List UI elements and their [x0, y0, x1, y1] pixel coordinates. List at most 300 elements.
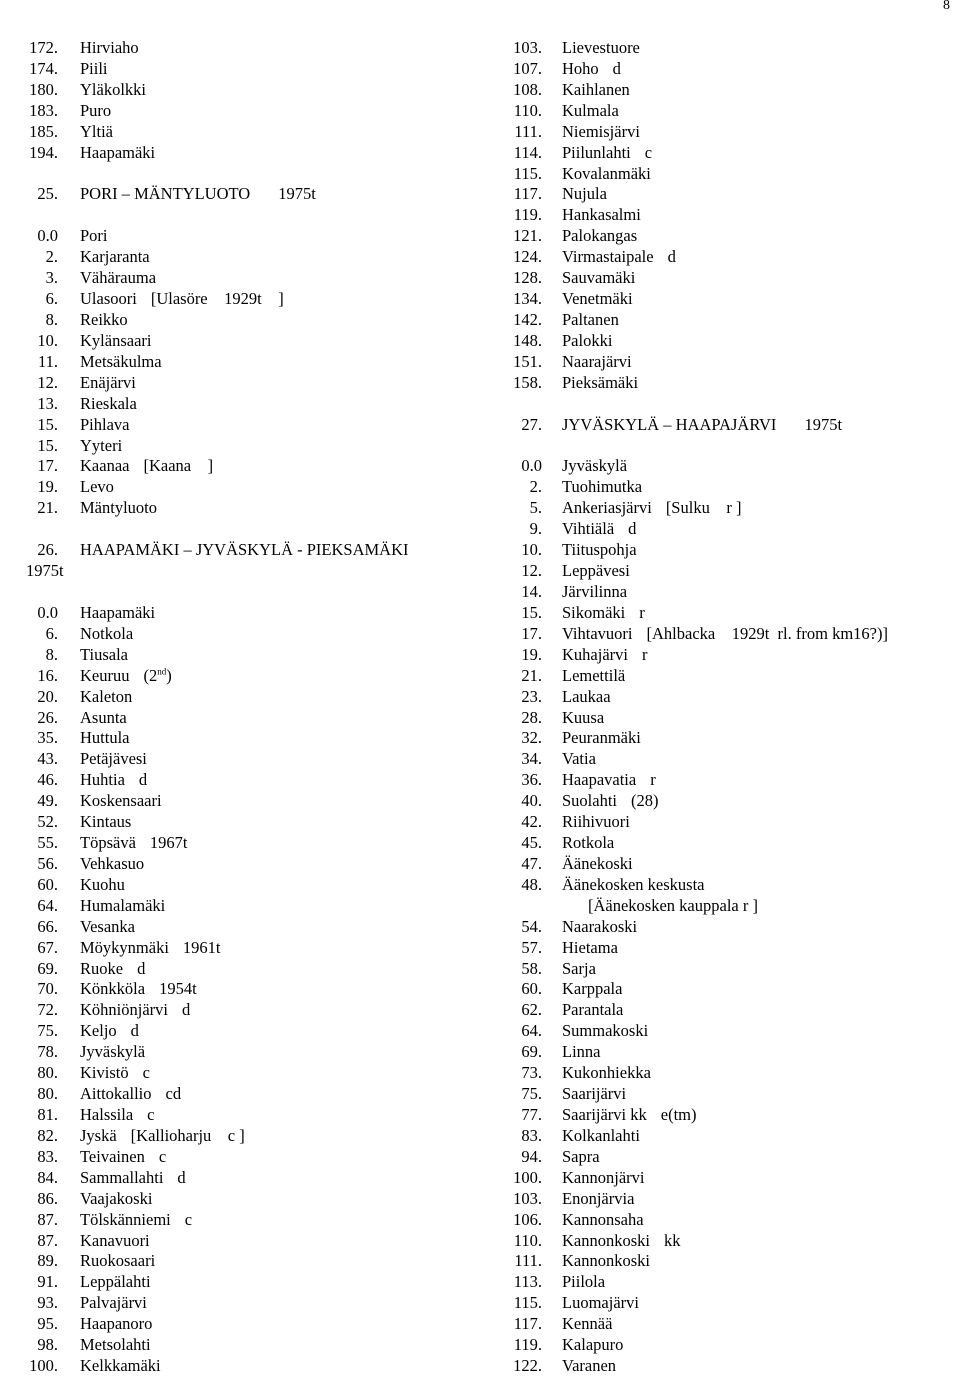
- annotation: 1975t: [278, 184, 316, 204]
- annotation: d: [137, 958, 146, 978]
- km-value: 23.: [521, 686, 542, 706]
- km-value: 124.: [513, 247, 542, 267]
- station-row: [484, 749, 960, 770]
- station-row: [0, 1335, 470, 1356]
- name-text: Asunta: [80, 707, 127, 727]
- annotation: [Ulasöre 1929t ]: [150, 289, 284, 309]
- station-row: [484, 854, 960, 875]
- station-name: [562, 1272, 605, 1293]
- km-value: 34.: [521, 749, 542, 769]
- km-value: 87.: [37, 1209, 58, 1229]
- km-value: 12.: [521, 561, 542, 581]
- name-text: Enonjärvia: [562, 1188, 635, 1208]
- name-text: Enäjärvi: [80, 372, 136, 392]
- left-column: [0, 38, 470, 1377]
- name-text: Hoho: [562, 58, 599, 78]
- station-row: [0, 687, 470, 708]
- name-text: Parantala: [562, 1000, 624, 1020]
- station-row: [0, 1084, 470, 1105]
- station-name: [562, 1210, 644, 1231]
- km-value: 11.: [37, 351, 58, 371]
- km-value: 60.: [37, 874, 58, 894]
- name-text: Aittokallio: [80, 1084, 152, 1104]
- annotation: d: [177, 1167, 186, 1187]
- km-value: 194.: [29, 142, 58, 162]
- km-value: 56.: [37, 853, 58, 873]
- station-name: [80, 791, 162, 812]
- station-row: [484, 456, 960, 477]
- station-name: [80, 896, 165, 917]
- name-text: Äänekosken keskusta: [562, 874, 705, 894]
- name-text: Vaajakoski: [80, 1188, 153, 1208]
- station-name: [562, 1000, 623, 1021]
- km-value: 0.0: [37, 226, 58, 246]
- station-name: [80, 687, 132, 708]
- annotation: c: [142, 1063, 150, 1083]
- annotation: d: [612, 58, 621, 78]
- name-text: Palvajärvi: [80, 1293, 147, 1313]
- name-text: Pieksämäki: [562, 372, 639, 392]
- station-row: [0, 854, 470, 875]
- station-row: [484, 1042, 960, 1063]
- name-text: Kennää: [562, 1314, 613, 1334]
- station-row: [484, 1231, 960, 1252]
- name-text: Köhniönjärvi: [80, 1000, 168, 1020]
- km-value: 13.: [37, 393, 58, 413]
- station-row: [484, 1168, 960, 1189]
- route-number: 27.: [521, 414, 542, 434]
- station-name: [80, 959, 145, 980]
- name-text: Vihtiälä: [562, 519, 615, 539]
- name-text: Humalamäki: [80, 895, 166, 915]
- annotation: d: [182, 1000, 191, 1020]
- station-name: [562, 708, 604, 729]
- name-text: Virmastaipale: [562, 247, 654, 267]
- station-name: [562, 749, 596, 770]
- km-value: 114.: [513, 142, 542, 162]
- station-name: [562, 561, 630, 582]
- station-row: [484, 687, 960, 708]
- station-name: [80, 1147, 166, 1168]
- station-row: [0, 456, 470, 477]
- station-row: [484, 1189, 960, 1210]
- name-text: Piilola: [562, 1272, 606, 1292]
- station-name: [562, 812, 630, 833]
- station-row: [0, 289, 470, 310]
- route-heading: [0, 184, 470, 205]
- station-name: [80, 247, 150, 268]
- km-value: 94.: [521, 1146, 542, 1166]
- station-name: [562, 80, 630, 101]
- km-value: 20.: [37, 686, 58, 706]
- name-text: Lemettilä: [562, 665, 626, 685]
- station-name: [80, 1356, 161, 1377]
- station-row: [0, 1000, 470, 1021]
- station-row: [484, 1147, 960, 1168]
- km-value: 75.: [521, 1084, 542, 1104]
- km-value: 17.: [37, 456, 58, 476]
- station-name: [562, 791, 659, 812]
- name-text: Kalapuro: [562, 1335, 624, 1355]
- km-value: 49.: [37, 791, 58, 811]
- name-text: Rieskala: [80, 393, 137, 413]
- name-text: Tölskänniemi: [80, 1209, 171, 1229]
- station-name: [80, 80, 146, 101]
- name-text: [Äänekosken kauppala r ]: [588, 895, 758, 915]
- name-text: Notkola: [80, 623, 134, 643]
- station-name: [562, 1084, 626, 1105]
- page-number: 8: [943, 0, 950, 13]
- station-name: [562, 645, 647, 666]
- km-value: 77.: [521, 1105, 542, 1125]
- name-text: PORI – MÄNTYLUOTO: [80, 184, 251, 204]
- km-value: 72.: [37, 1000, 58, 1020]
- annotation: r: [641, 644, 648, 664]
- annotation: d: [628, 519, 637, 539]
- station-name: [562, 833, 614, 854]
- annotation: 1954t: [159, 979, 197, 999]
- name-text: Vesanka: [80, 916, 135, 936]
- name-text: JYVÄSKYLÄ – HAAPAJÄRVI: [562, 414, 777, 434]
- km-value: 111.: [514, 1251, 542, 1271]
- km-value: 32.: [521, 728, 542, 748]
- station-name: [562, 1126, 640, 1147]
- station-name: [562, 247, 676, 268]
- km-value: 43.: [37, 749, 58, 769]
- station-row: [0, 436, 470, 457]
- annotation: c: [644, 142, 653, 162]
- station-name: [80, 1314, 152, 1335]
- km-value: 82.: [37, 1125, 58, 1145]
- route-title: [80, 184, 316, 205]
- km-value: 10.: [521, 540, 542, 560]
- station-row: [0, 1314, 470, 1335]
- name-text: Hankasalmi: [562, 205, 641, 225]
- km-value: 119.: [513, 1335, 542, 1355]
- name-text: Ruoke: [80, 958, 124, 978]
- km-value: 119.: [513, 205, 542, 225]
- station-name: [562, 268, 635, 289]
- station-row: [0, 310, 470, 331]
- station-row: [0, 122, 470, 143]
- station-name: [80, 938, 221, 959]
- name-text: Saarijärvi kk: [562, 1105, 647, 1125]
- name-text: Riihivuori: [562, 812, 630, 832]
- station-row: [0, 477, 470, 498]
- km-value: 16.: [37, 665, 58, 685]
- station-row: [0, 394, 470, 415]
- station-row: [484, 896, 960, 917]
- station-name: [562, 917, 637, 938]
- km-value: 47.: [521, 853, 542, 873]
- station-name: [80, 1189, 152, 1210]
- station-row: [0, 938, 470, 959]
- station-name: [80, 101, 111, 122]
- station-name: [80, 1168, 186, 1189]
- station-row: [0, 1210, 470, 1231]
- station-name: [80, 352, 162, 373]
- km-value: 45.: [521, 833, 542, 853]
- station-row: [0, 624, 470, 645]
- km-value: 115.: [513, 163, 542, 183]
- station-row: [484, 519, 960, 540]
- km-value: 67.: [37, 937, 58, 957]
- station-name: [80, 854, 144, 875]
- station-name: [562, 959, 596, 980]
- station-name: [562, 1314, 612, 1335]
- km-value: 40.: [521, 791, 542, 811]
- km-value: 180.: [29, 79, 58, 99]
- station-name: [562, 1356, 616, 1377]
- name-text: Kannonjärvi: [562, 1167, 645, 1187]
- station-name: [80, 456, 213, 477]
- name-text: Koskensaari: [80, 791, 162, 811]
- station-name: [80, 645, 128, 666]
- km-value: 172.: [29, 38, 58, 57]
- station-row: [484, 1314, 960, 1335]
- name-text: Leppävesi: [562, 561, 630, 581]
- km-value: 73.: [521, 1063, 542, 1083]
- station-row: [484, 875, 960, 896]
- station-name: [80, 331, 151, 352]
- station-row: [484, 728, 960, 749]
- name-text: Karppala: [562, 979, 623, 999]
- name-text: Varanen: [562, 1356, 617, 1376]
- station-name: [562, 164, 651, 185]
- km-value: 42.: [521, 812, 542, 832]
- name-text: Luomajärvi: [562, 1293, 639, 1313]
- route-heading: [484, 415, 960, 436]
- km-value: 183.: [29, 100, 58, 120]
- name-text: Tiituspohja: [562, 540, 637, 560]
- station-name: [562, 143, 652, 164]
- name-text: Hirviaho: [80, 38, 139, 57]
- station-name: [562, 770, 656, 791]
- station-name: [562, 854, 633, 875]
- annotation: c: [147, 1105, 155, 1125]
- station-name: [80, 436, 122, 457]
- annotation: 1975t: [804, 414, 843, 434]
- route-number: 26.: [37, 540, 58, 560]
- km-value: 14.: [521, 581, 542, 601]
- station-row: [0, 770, 470, 791]
- station-row: [0, 603, 470, 624]
- superscript: nd: [157, 666, 167, 677]
- km-value: 15.: [37, 435, 58, 455]
- station-row: [484, 645, 960, 666]
- annotation: d: [667, 247, 676, 267]
- name-text: Tuohimutka: [562, 477, 643, 497]
- km-value: 117.: [513, 1314, 542, 1334]
- name-text: Puro: [80, 100, 112, 120]
- name-text: Keuruu: [80, 665, 130, 685]
- station-row: [0, 666, 470, 687]
- km-value: 64.: [37, 895, 58, 915]
- station-row: [484, 1293, 960, 1314]
- km-value: 142.: [513, 309, 542, 329]
- name-text: Palokki: [562, 330, 613, 350]
- station-name: [80, 1272, 151, 1293]
- name-text: Niemisjärvi: [562, 121, 640, 141]
- name-text: Levo: [80, 477, 114, 497]
- station-row: [0, 791, 470, 812]
- station-name: [562, 456, 627, 477]
- km-value: 8.: [45, 644, 58, 664]
- annotation: e(tm): [660, 1105, 697, 1125]
- annotation: 1961t: [182, 937, 221, 957]
- name-text: Ruokosaari: [80, 1251, 156, 1271]
- station-name: [80, 310, 128, 331]
- name-text: Suolahti: [562, 791, 618, 811]
- station-name: [80, 415, 130, 436]
- station-row: [0, 143, 470, 164]
- route-number: 25.: [37, 184, 58, 204]
- annotation: d: [130, 1021, 139, 1041]
- station-row: [484, 666, 960, 687]
- station-row: [484, 1063, 960, 1084]
- name-text: Vehkasuo: [80, 853, 145, 873]
- station-row: [484, 540, 960, 561]
- station-row: [484, 331, 960, 352]
- station-row: [0, 38, 470, 59]
- km-value: 158.: [513, 372, 542, 392]
- station-row: [0, 1063, 470, 1084]
- name-text: Järvilinna: [562, 581, 628, 601]
- name-text: Summakoski: [562, 1021, 649, 1041]
- km-value: 113.: [513, 1272, 542, 1292]
- station-name: [80, 1293, 147, 1314]
- station-name: [80, 1000, 190, 1021]
- station-name: [80, 394, 137, 415]
- station-name: [80, 624, 133, 645]
- station-name: [80, 1063, 150, 1084]
- station-name: [80, 666, 172, 687]
- station-row: [484, 812, 960, 833]
- km-value: 103.: [513, 38, 542, 57]
- station-row: [0, 1251, 470, 1272]
- station-row: [484, 1126, 960, 1147]
- station-name: [80, 1021, 139, 1042]
- station-name: [80, 373, 136, 394]
- station-row: [484, 833, 960, 854]
- station-name: [80, 833, 188, 854]
- km-value: 78.: [37, 1042, 58, 1062]
- name-text: Metsolahti: [80, 1335, 151, 1355]
- station-row: [0, 708, 470, 729]
- station-name: [562, 331, 612, 352]
- name-text: Kylänsaari: [80, 330, 152, 350]
- name-text: Halssila: [80, 1105, 134, 1125]
- station-name: [562, 875, 705, 896]
- name-text: Kintaus: [80, 812, 132, 832]
- name-text: Pihlava: [80, 414, 130, 434]
- station-name: [562, 979, 622, 1000]
- station-name: [562, 1251, 650, 1272]
- station-row: [484, 582, 960, 603]
- station-name: [562, 498, 741, 519]
- name-text: Kivistö: [80, 1063, 129, 1083]
- station-row: [0, 875, 470, 896]
- station-row: [0, 1147, 470, 1168]
- km-value: 15.: [37, 414, 58, 434]
- km-value: 46.: [37, 770, 58, 790]
- km-value: 128.: [513, 268, 542, 288]
- station-name: [562, 184, 607, 205]
- station-name: [562, 582, 627, 603]
- name-text: Piilunlahti: [562, 142, 631, 162]
- station-row: [0, 645, 470, 666]
- km-value: 35.: [37, 728, 58, 748]
- name-text: Yläkolkki: [80, 79, 146, 99]
- km-value: 0.0: [37, 602, 58, 622]
- name-text: Linna: [562, 1042, 601, 1062]
- station-row: [0, 1293, 470, 1314]
- station-name: [562, 624, 888, 645]
- station-row: [484, 205, 960, 226]
- name-text: Sauvamäki: [562, 268, 636, 288]
- name-text: Kulmala: [562, 100, 619, 120]
- name-text: Kaanaa: [80, 456, 130, 476]
- annotation: r: [639, 602, 645, 622]
- station-name: [80, 226, 108, 247]
- name-text: Hietama: [562, 937, 618, 957]
- station-name: [562, 477, 642, 498]
- name-text: Vihtavuori: [562, 623, 633, 643]
- station-row: [0, 59, 470, 80]
- km-value: 83.: [521, 1125, 542, 1145]
- station-row: [484, 164, 960, 185]
- station-row: [0, 1272, 470, 1293]
- station-name: [80, 38, 139, 59]
- km-value: 64.: [521, 1021, 542, 1041]
- route-heading: [0, 540, 470, 561]
- station-row: [0, 1126, 470, 1147]
- station-name: [80, 477, 114, 498]
- station-row: [484, 122, 960, 143]
- station-row: [484, 477, 960, 498]
- name-text: Nujula: [562, 184, 607, 204]
- station-name: [562, 101, 619, 122]
- station-name: [562, 373, 638, 394]
- station-name: [80, 979, 197, 1000]
- station-name: [562, 122, 640, 143]
- annotation: [Ahlbacka 1929t rl. from km16?)]: [646, 623, 888, 643]
- station-row: [484, 226, 960, 247]
- km-value: 2.: [529, 477, 542, 497]
- station-row: [484, 1084, 960, 1105]
- station-row: [484, 603, 960, 624]
- station-row: [0, 1189, 470, 1210]
- name-text: Ulasoori: [80, 289, 137, 309]
- station-row: [484, 289, 960, 310]
- name-text: Naarakoski: [562, 916, 638, 936]
- name-text: Sammallahti: [80, 1167, 164, 1187]
- km-value: 148.: [513, 330, 542, 350]
- name-text: Kannonsaha: [562, 1209, 644, 1229]
- station-name: [562, 205, 641, 226]
- name-text: Vatia: [562, 749, 596, 769]
- annotation: cd: [165, 1084, 182, 1104]
- km-value: 69.: [521, 1042, 542, 1062]
- station-row: [484, 959, 960, 980]
- name-text: Kelkkamäki: [80, 1356, 161, 1376]
- name-text: Jyskä: [80, 1125, 117, 1145]
- name-text: Yyteri: [80, 435, 123, 455]
- name-text: Haapamäki: [80, 602, 156, 622]
- station-row: [484, 1000, 960, 1021]
- station-row: [484, 791, 960, 812]
- station-name: [562, 1168, 644, 1189]
